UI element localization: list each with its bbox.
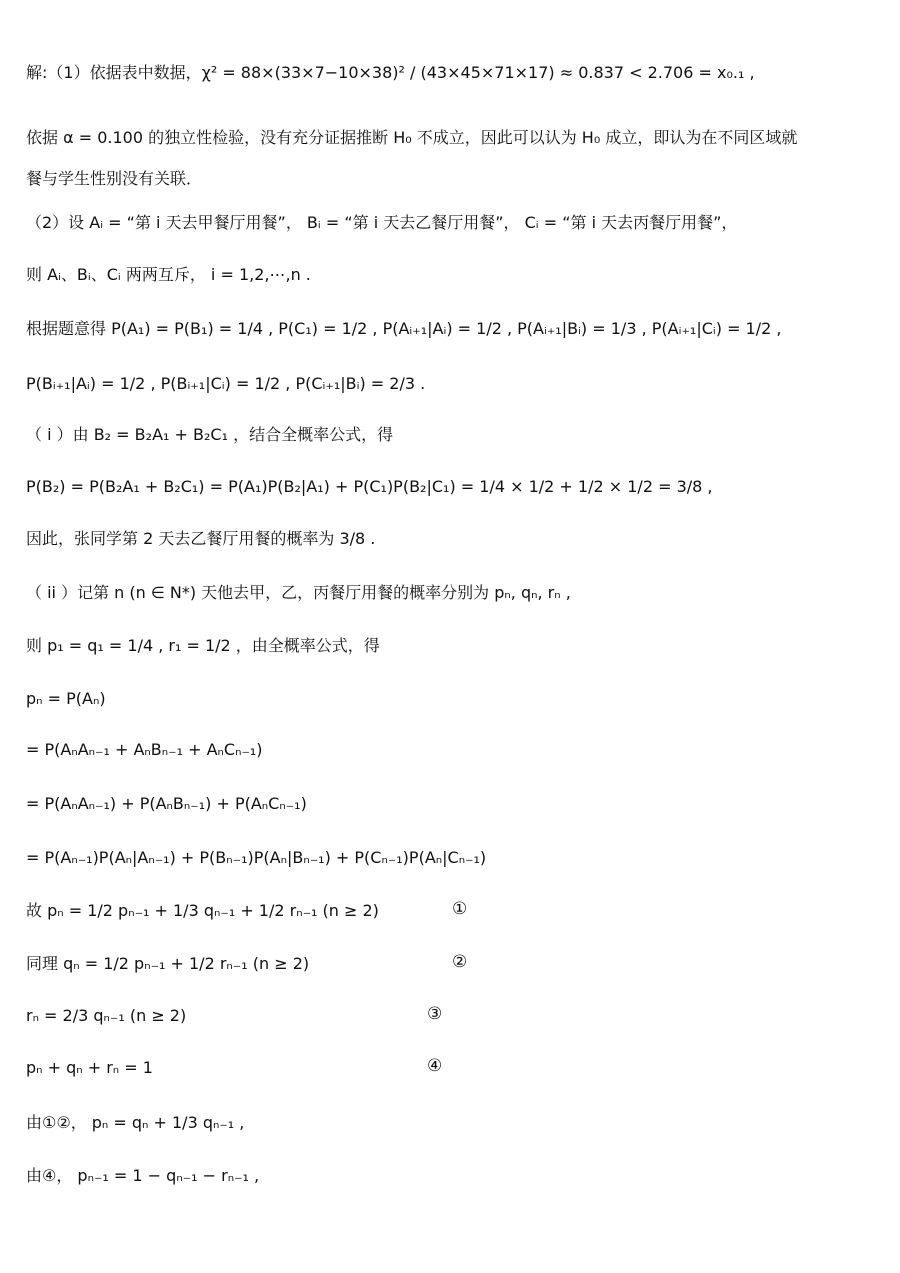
equation-tag-1: ① [452, 899, 468, 919]
given-probabilities-2: P(Bᵢ₊₁|Aᵢ) = 1/2 , P(Bᵢ₊₁|Cᵢ) = 1/2 , P(Cᵢ₊₁|Bᵢ) = 2/3 . [26, 374, 426, 393]
pn-expansion-3: = P(Aₙ₋₁)P(Aₙ|Aₙ₋₁) + P(Bₙ₋₁)P(Aₙ|Bₙ₋₁) + P(Cₙ₋₁)P(Aₙ|Cₙ₋₁) [26, 848, 487, 867]
part-ii-intro: （ ii ）记第 n (n ∈ N*) 天他去甲，乙，丙餐厅用餐的概率分别为 pₙ, qₙ, rₙ , [26, 583, 571, 602]
equation-tag-2: ② [452, 952, 468, 972]
mutually-exclusive-statement: 则 Aᵢ、Bᵢ、Cᵢ 两两互斥， i = 1,2,⋯,n . [26, 265, 311, 284]
initial-values: 则 p₁ = q₁ = 1/4 , r₁ = 1/2 ，由全概率公式，得 [26, 636, 380, 655]
derived-pn: 由①②， pₙ = qₙ + 1/3 qₙ₋₁ , [26, 1113, 245, 1132]
pn-expansion-1: = P(AₙAₙ₋₁ + AₙBₙ₋₁ + AₙCₙ₋₁) [26, 740, 263, 759]
total-probability-b2: P(B₂) = P(B₂A₁ + B₂C₁) = P(A₁)P(B₂|A₁) + P(C₁)P(B₂|C₁) = 1/4 × 1/2 + 1/2 × 1/2 = 3/8 , [26, 477, 713, 496]
equation-tag-3: ③ [427, 1004, 443, 1024]
derived-pn-minus-1: 由④， pₙ₋₁ = 1 − qₙ₋₁ − rₙ₋₁ , [26, 1166, 260, 1185]
part-i-intro: （ i ）由 B₂ = B₂A₁ + B₂C₁ ，结合全概率公式，得 [26, 425, 394, 444]
part-i-conclusion: 因此，张同学第 2 天去乙餐厅用餐的概率为 3/8 . [26, 529, 376, 548]
sum-equals-one: pₙ + qₙ + rₙ = 1 [26, 1058, 153, 1077]
equation-tag-4: ④ [427, 1056, 443, 1076]
independence-test-conclusion: 依据 α = 0.100 的独立性检验，没有充分证据推断 H₀ 不成立，因此可以认为 H₀ 成立，即认为在不同区域就 [26, 128, 798, 147]
pn-definition: pₙ = P(Aₙ) [26, 689, 106, 708]
solution-part1-chi-square: 解:（1）依据表中数据，χ² = 88×(33×7−10×38)² / (43×45×71×17) ≈ 0.837 < 2.706 = x₀.₁ , [26, 63, 755, 82]
given-probabilities-1: 根据题意得 P(A₁) = P(B₁) = 1/4 , P(C₁) = 1/2 , P(Aᵢ₊₁|Aᵢ) = 1/2 , P(Aᵢ₊₁|Bᵢ) = 1/3 , P(Aᵢ₊₁|Cᵢ) = 1/2 , [26, 319, 782, 338]
recurrence-r: rₙ = 2/3 qₙ₋₁ (n ≥ 2) [26, 1006, 187, 1025]
pn-expansion-2: = P(AₙAₙ₋₁) + P(AₙBₙ₋₁) + P(AₙCₙ₋₁) [26, 794, 307, 813]
event-definitions: （2）设 Aᵢ = “第 i 天去甲餐厅用餐”， Bᵢ = “第 i 天去乙餐厅用餐”， Cᵢ = “第 i 天去丙餐厅用餐”， [26, 213, 738, 232]
recurrence-p: 故 pₙ = 1/2 pₙ₋₁ + 1/3 qₙ₋₁ + 1/2 rₙ₋₁ (n ≥ 2) [26, 901, 379, 920]
independence-test-conclusion-cont: 餐与学生性别没有关联． [26, 169, 203, 188]
recurrence-q: 同理 qₙ = 1/2 pₙ₋₁ + 1/2 rₙ₋₁ (n ≥ 2) [26, 954, 310, 973]
